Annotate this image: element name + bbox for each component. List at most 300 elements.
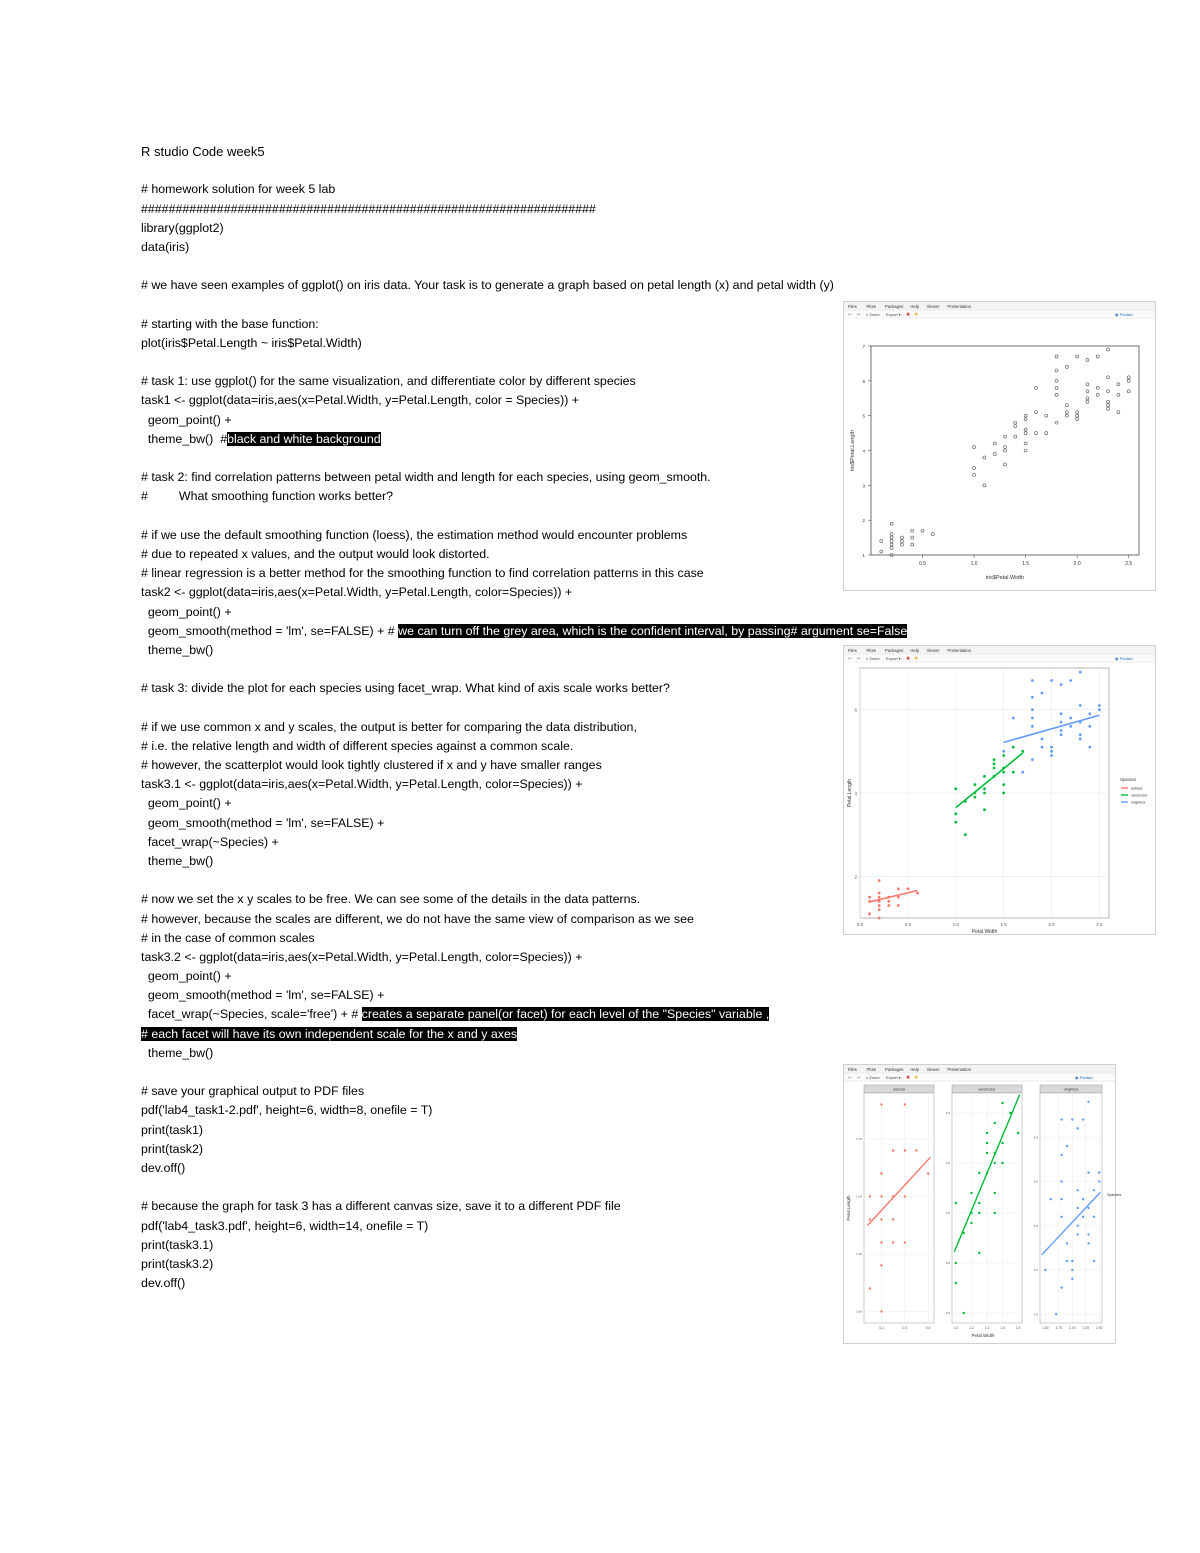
data-point-setosa xyxy=(869,1287,871,1289)
code-text: # i.e. the relative length and width of different species against a common scale. xyxy=(141,738,574,753)
y-axis-label: Petal.Length xyxy=(846,1195,851,1221)
pane-tab: Presentation xyxy=(947,1067,971,1072)
data-point-versicolor xyxy=(983,787,986,790)
x-tick-label: 1.75 xyxy=(1055,1326,1063,1330)
code-text: # save your graphical output to PDF files xyxy=(141,1084,365,1099)
data-point-virginica xyxy=(1069,725,1072,728)
x-tick-label: 1.5 xyxy=(1022,561,1030,567)
y-tick-label: 6.5 xyxy=(1033,1135,1038,1140)
export-button: Export ▾ xyxy=(886,312,901,317)
data-point-setosa xyxy=(897,896,900,899)
code-text: # because the graph for task 3 has a different canvas size, save it to a different PDF file xyxy=(141,1199,621,1214)
code-text: pdf('lab4_task1-2.pdf', height=6, width=8, onefile = T) xyxy=(141,1103,433,1118)
data-point-setosa xyxy=(869,1195,871,1197)
data-point xyxy=(890,540,893,543)
code-text: print(task2) xyxy=(141,1141,203,1156)
x-tick-label: 2.0 xyxy=(1073,561,1081,567)
pane-tab: Presentation xyxy=(947,648,971,653)
legend-label: virginica xyxy=(1131,800,1145,805)
data-point-virginica xyxy=(1082,1216,1084,1218)
data-point-setosa xyxy=(880,1218,882,1220)
data-point-setosa xyxy=(878,904,881,907)
data-point-setosa xyxy=(878,892,881,895)
data-point-versicolor xyxy=(970,1192,972,1194)
data-point-virginica xyxy=(1031,679,1034,682)
code-text: theme_bw() # xyxy=(141,431,228,446)
data-point-versicolor xyxy=(974,796,977,799)
data-point xyxy=(1086,397,1089,400)
data-point-virginica xyxy=(1077,1207,1079,1209)
y-tick-label: 2 xyxy=(862,518,865,524)
data-point xyxy=(1004,449,1007,452)
code-text: # What smoothing function works better? xyxy=(141,489,394,504)
code-line xyxy=(141,1159,907,1178)
pane-tab: Files xyxy=(848,648,857,653)
code-line xyxy=(141,794,907,813)
data-point xyxy=(1065,365,1068,368)
y-tick-label: 4.5 xyxy=(1033,1312,1038,1317)
y-tick-label: 1 xyxy=(862,553,865,558)
data-point xyxy=(900,540,903,543)
x-tick-label: 0.0 xyxy=(856,922,864,927)
data-point xyxy=(973,446,976,449)
data-point-virginica xyxy=(1093,1189,1095,1191)
x-axis-label: Petal.Width xyxy=(971,929,998,935)
x-axis-label: Petal.Width xyxy=(971,1333,995,1338)
data-point xyxy=(1107,407,1110,410)
data-point-versicolor xyxy=(978,1172,980,1174)
code-text: print(task3.2) xyxy=(141,1256,214,1271)
data-point xyxy=(1055,421,1058,424)
data-point-versicolor xyxy=(994,1212,996,1214)
forward-arrow-icon: → xyxy=(856,656,861,662)
data-point-versicolor xyxy=(1021,750,1024,753)
data-point-versicolor xyxy=(1012,746,1015,749)
code-line xyxy=(141,449,907,468)
legend-label: versicolor xyxy=(1131,793,1148,798)
code-line xyxy=(141,526,907,545)
facet-label: versicolor xyxy=(978,1086,996,1092)
code-text: library(ggplot2) xyxy=(141,220,224,235)
legend-title: Species xyxy=(1120,777,1137,782)
data-point-virginica xyxy=(1060,1154,1062,1156)
pane-tab: Files xyxy=(848,1067,857,1072)
data-point xyxy=(900,543,903,546)
back-arrow-icon: ← xyxy=(848,1075,853,1081)
data-point-versicolor xyxy=(993,767,996,770)
x-tick-label: 2.25 xyxy=(1082,1326,1090,1330)
y-tick-label: 4 xyxy=(862,448,865,454)
data-point-virginica xyxy=(1079,737,1082,740)
data-point-virginica xyxy=(1044,1269,1046,1271)
data-point xyxy=(880,550,883,553)
data-point-versicolor xyxy=(974,783,977,786)
data-point xyxy=(911,536,914,539)
pane-tab: Packages xyxy=(885,304,904,309)
code-text: # starting with the base function: xyxy=(141,316,319,331)
data-point-versicolor xyxy=(983,808,986,811)
data-point-virginica xyxy=(1088,746,1091,749)
data-point-virginica xyxy=(1071,1278,1073,1280)
code-text: # linear regression is a better method for the smoothing function to find correlation patterns in this case xyxy=(141,566,704,581)
data-point-virginica xyxy=(1050,746,1053,749)
data-point-virginica xyxy=(1088,725,1091,728)
data-point xyxy=(1086,400,1089,403)
data-point-virginica xyxy=(1060,1216,1062,1218)
data-point xyxy=(1024,449,1027,452)
pane-tab: Viewer xyxy=(926,1067,940,1072)
code-line xyxy=(141,1178,907,1197)
x-tick-label: 2.5 xyxy=(1096,922,1103,927)
data-point xyxy=(1107,348,1110,351)
code-line xyxy=(141,948,907,967)
data-point-virginica xyxy=(1088,712,1091,715)
data-point-setosa xyxy=(897,887,900,890)
data-point-virginica xyxy=(1060,683,1063,686)
pane-tab: Plots xyxy=(866,304,876,309)
data-point-virginica xyxy=(1041,746,1044,749)
zoom-button: ⌕ Zoom xyxy=(866,656,880,661)
data-point xyxy=(1034,386,1037,389)
data-point-versicolor xyxy=(1002,754,1005,757)
data-point-virginica xyxy=(1093,1216,1095,1218)
code-line xyxy=(141,1005,907,1024)
data-point-virginica xyxy=(1002,750,1005,753)
code-line xyxy=(141,910,907,929)
code-text: # if we use common x and y scales, the output is better for comparing the data distribution, xyxy=(141,719,637,734)
data-point-virginica xyxy=(1031,758,1034,761)
data-point-setosa xyxy=(880,1310,882,1312)
data-point-virginica xyxy=(1021,771,1024,774)
data-point xyxy=(1076,355,1079,358)
code-text: R studio Code week5 xyxy=(141,144,265,159)
data-point-versicolor xyxy=(1002,783,1005,786)
y-tick-label: 5.5 xyxy=(1033,1223,1038,1228)
x-tick-label: 2.0 xyxy=(1048,922,1055,927)
code-text: # homework solution for week 5 lab xyxy=(141,182,336,197)
pane-tab: Help xyxy=(910,648,920,653)
data-point-virginica xyxy=(1066,1260,1068,1262)
code-line xyxy=(141,180,907,199)
y-axis-label: Petal.Length xyxy=(847,778,853,808)
data-point xyxy=(973,473,976,476)
data-point xyxy=(1086,358,1089,361)
data-point-versicolor xyxy=(994,1162,996,1164)
data-point-setosa xyxy=(887,900,890,903)
code-text: geom_point() + xyxy=(141,412,232,427)
data-point xyxy=(1107,400,1110,403)
data-point-setosa xyxy=(869,1218,871,1220)
data-point-setosa xyxy=(878,908,881,911)
data-point xyxy=(1127,376,1130,379)
code-document xyxy=(141,142,907,1293)
data-point-virginica xyxy=(1060,721,1063,724)
data-point xyxy=(890,543,893,546)
data-point-versicolor xyxy=(955,1282,957,1284)
data-point xyxy=(1034,411,1037,414)
code-text: # in the case of common scales xyxy=(141,930,315,945)
data-point-setosa xyxy=(916,892,919,895)
code-text: task3.2 <- ggplot(data=iris,aes(x=Petal.Width, y=Petal.Length, color=Species)) + xyxy=(141,949,583,964)
code-text: pdf('lab4_task3.pdf', height=6, width=14, onefile = T) xyxy=(141,1218,429,1233)
data-point-setosa xyxy=(880,1264,882,1266)
code-text: theme_bw() xyxy=(141,642,214,657)
code-line xyxy=(141,353,907,372)
y-tick-label: 6 xyxy=(862,378,865,384)
highlighted-comment: black and white background xyxy=(227,431,381,446)
code-text: # task 1: use ggplot() for the same visualization, and differentiate color by different species xyxy=(141,374,636,389)
publish-button: ◉ Publish xyxy=(1075,1075,1093,1080)
code-line xyxy=(141,1063,907,1082)
data-point xyxy=(1107,404,1110,407)
code-line xyxy=(141,430,907,449)
data-point xyxy=(890,533,893,536)
data-point-virginica xyxy=(1087,1171,1089,1173)
code-text: # we have seen examples of ggplot() on iris data. Your task is to generate a graph based on petal length (x) and petal width (y) xyxy=(141,278,834,293)
x-tick-label: 2.50 xyxy=(1096,1326,1103,1330)
code-line xyxy=(141,1101,907,1120)
x-axis-label: iris$Petal.Width xyxy=(985,575,1025,581)
data-point-setosa xyxy=(892,1241,894,1243)
code-line xyxy=(141,737,907,756)
export-button: Export ▾ xyxy=(886,656,901,661)
data-point-virginica xyxy=(1069,717,1072,720)
data-point xyxy=(911,529,914,532)
data-point xyxy=(993,442,996,445)
data-point xyxy=(1055,379,1058,382)
data-point-setosa xyxy=(868,912,871,915)
data-point-versicolor xyxy=(1002,792,1005,795)
pane-tab: Help xyxy=(910,1067,920,1072)
data-point-versicolor xyxy=(1001,1102,1003,1104)
x-tick-label: 1.0 xyxy=(953,1326,959,1330)
pane-tab: Files xyxy=(848,304,857,309)
pane-tab: Plots xyxy=(866,1067,876,1072)
data-point-setosa xyxy=(904,1149,906,1151)
pane-tab: Presentation xyxy=(947,304,971,309)
data-point-versicolor xyxy=(983,792,986,795)
y-axis-label: iris$Petal.Length xyxy=(850,430,856,471)
data-point-virginica xyxy=(1087,1233,1089,1235)
y-tick-label: 6 xyxy=(854,707,857,713)
rstudio-plot-screenshot-facets xyxy=(843,1064,1122,1344)
code-line xyxy=(141,622,907,641)
code-line xyxy=(141,814,907,833)
data-point-virginica xyxy=(1055,1313,1057,1315)
code-line xyxy=(141,1082,907,1101)
code-line xyxy=(141,200,907,219)
x-tick-label: 1.0 xyxy=(970,561,978,567)
data-point xyxy=(1065,414,1068,417)
data-point-virginica xyxy=(1071,1269,1073,1271)
code-line xyxy=(141,890,907,909)
code-line xyxy=(141,871,907,890)
data-point-virginica xyxy=(1060,729,1063,732)
data-point xyxy=(993,452,996,455)
legend-title: Species xyxy=(1107,1192,1122,1197)
code-line xyxy=(141,468,907,487)
code-line xyxy=(141,718,907,737)
code-text: # if we use the default smoothing function (loess), the estimation method would encounter problems xyxy=(141,527,688,542)
data-point-virginica xyxy=(1060,1286,1062,1288)
data-point-virginica xyxy=(1031,725,1034,728)
data-point xyxy=(890,536,893,539)
data-point-setosa xyxy=(880,1195,882,1197)
data-point-versicolor xyxy=(986,1152,988,1154)
data-point xyxy=(1076,418,1079,421)
data-point-versicolor xyxy=(955,1202,957,1204)
y-tick-label: 7 xyxy=(862,344,865,349)
data-point xyxy=(1117,383,1120,386)
data-point xyxy=(1014,435,1017,438)
data-point xyxy=(1076,414,1079,417)
publish-button: ◉ Publish xyxy=(1115,312,1133,317)
code-text: plot(iris$Petal.Length ~ iris$Petal.Width) xyxy=(141,335,362,350)
data-point-virginica xyxy=(1066,1242,1068,1244)
y-tick-label: 6.0 xyxy=(1033,1179,1038,1184)
code-line xyxy=(141,698,907,717)
code-line xyxy=(141,257,907,276)
y-tick-label: 3 xyxy=(862,483,865,489)
data-point-versicolor xyxy=(978,1252,980,1254)
data-point xyxy=(1107,376,1110,379)
data-point-setosa xyxy=(868,896,871,899)
code-line xyxy=(141,564,907,583)
data-point-versicolor xyxy=(962,1312,964,1314)
facet-label: setosa xyxy=(893,1086,905,1092)
data-point-versicolor xyxy=(1002,771,1005,774)
data-point-virginica xyxy=(1050,750,1053,753)
forward-arrow-icon: → xyxy=(856,312,861,318)
data-point xyxy=(931,533,934,536)
data-point-versicolor xyxy=(993,762,996,765)
base-scatter-plot xyxy=(844,302,1155,590)
x-tick-label: 1.0 xyxy=(952,922,959,927)
code-line xyxy=(141,276,907,295)
data-point xyxy=(1004,435,1007,438)
data-point xyxy=(890,547,893,550)
data-point-versicolor xyxy=(978,1212,980,1214)
zoom-button: ⌕ Zoom xyxy=(866,1075,880,1080)
code-line xyxy=(141,986,907,1005)
clear-icon: ✖ xyxy=(906,656,911,662)
facet-label: virginica xyxy=(1063,1086,1079,1092)
x-tick-label: 2.00 xyxy=(1069,1326,1076,1330)
code-text: # however, because the scales are different, we do not have the same view of comparison as we see xyxy=(141,911,694,926)
data-point xyxy=(1107,390,1110,393)
data-point xyxy=(1024,432,1027,435)
data-point-virginica xyxy=(1060,1180,1062,1182)
forward-arrow-icon: → xyxy=(856,1075,861,1081)
code-text: print(task1) xyxy=(141,1122,203,1137)
code-text: task3.1 <- ggplot(data=iris,aes(x=Petal.Width, y=Petal.Length, color=Species)) + xyxy=(141,777,583,792)
data-point-virginica xyxy=(1012,717,1015,720)
data-point-setosa xyxy=(878,917,881,920)
code-text: print(task3.1) xyxy=(141,1237,214,1252)
data-point xyxy=(921,529,924,532)
data-point-virginica xyxy=(1031,717,1034,720)
y-tick-label: 4 xyxy=(854,791,857,796)
plot-frame xyxy=(871,346,1139,555)
y-tick-label: 4.0 xyxy=(945,1211,950,1216)
data-point xyxy=(880,540,883,543)
data-point xyxy=(1055,355,1058,358)
code-line xyxy=(141,545,907,564)
data-point-virginica xyxy=(1066,1145,1068,1147)
data-point xyxy=(1014,421,1017,424)
x-tick-label: 2.5 xyxy=(1125,561,1133,567)
data-point-versicolor xyxy=(964,833,967,836)
broom-icon: ✲ xyxy=(914,312,919,318)
code-text: geom_point() + xyxy=(141,796,232,811)
data-point-virginica xyxy=(1041,692,1044,695)
data-point xyxy=(973,466,976,469)
data-point xyxy=(911,543,914,546)
data-point-versicolor xyxy=(986,1142,988,1144)
code-line xyxy=(141,487,907,506)
y-tick-label: 1.50 xyxy=(855,1194,862,1199)
data-point-versicolor xyxy=(1012,771,1015,774)
data-point-virginica xyxy=(1087,1207,1089,1209)
code-text: facet_wrap(~Species) + xyxy=(141,834,279,849)
data-point-virginica xyxy=(1060,712,1063,715)
x-tick-label: 1.8 xyxy=(1015,1326,1021,1330)
code-line xyxy=(141,1121,907,1140)
data-point xyxy=(1076,411,1079,414)
code-line xyxy=(141,372,907,391)
data-point-setosa xyxy=(878,896,881,899)
y-tick-label: 3.5 xyxy=(945,1261,950,1266)
data-point-virginica xyxy=(1098,704,1101,707)
highlighted-comment: we can turn off the grey area, which is the confident interval, by passing# argument se=False xyxy=(398,623,908,638)
code-line xyxy=(141,1236,907,1255)
data-point-versicolor xyxy=(954,821,957,824)
y-tick-label: 1.25 xyxy=(855,1252,862,1257)
data-point-virginica xyxy=(1082,1198,1084,1200)
data-point-setosa xyxy=(880,1103,882,1105)
data-point-virginica xyxy=(1050,679,1053,682)
data-point-virginica xyxy=(1031,696,1034,699)
clear-icon: ✖ xyxy=(906,1075,911,1081)
x-tick-label: 1.5 xyxy=(1000,922,1007,927)
code-text: # now we set the x y scales to be free. We can see some of the details in the data patterns. xyxy=(141,892,641,907)
code-line xyxy=(141,1025,907,1044)
data-point-setosa xyxy=(904,1103,906,1105)
code-line xyxy=(141,1140,907,1159)
code-line xyxy=(141,756,907,775)
code-text: data(iris) xyxy=(141,239,190,254)
export-button: Export ▾ xyxy=(886,1075,901,1080)
code-text: geom_point() + xyxy=(141,604,232,619)
back-arrow-icon: ← xyxy=(848,656,853,662)
data-point-virginica xyxy=(1082,1118,1084,1120)
code-text: geom_point() + xyxy=(141,969,232,984)
data-point xyxy=(900,536,903,539)
code-line xyxy=(141,852,907,871)
code-text: # however, the scatterplot would look tightly clustered if x and y have smaller ranges xyxy=(141,758,602,772)
data-point xyxy=(1024,428,1027,431)
code-line xyxy=(141,929,907,948)
x-tick-label: 1.4 xyxy=(984,1326,990,1330)
x-tick-label: 1.2 xyxy=(969,1326,974,1330)
x-tick-label: 1.6 xyxy=(1000,1326,1005,1330)
highlighted-comment: # each facet will have its own independent scale for the x and y axes xyxy=(141,1026,518,1041)
code-text: theme_bw() xyxy=(141,853,214,868)
data-point-virginica xyxy=(1077,1127,1079,1129)
code-line xyxy=(141,391,907,410)
data-point-virginica xyxy=(1087,1101,1089,1103)
data-point xyxy=(1045,432,1048,435)
